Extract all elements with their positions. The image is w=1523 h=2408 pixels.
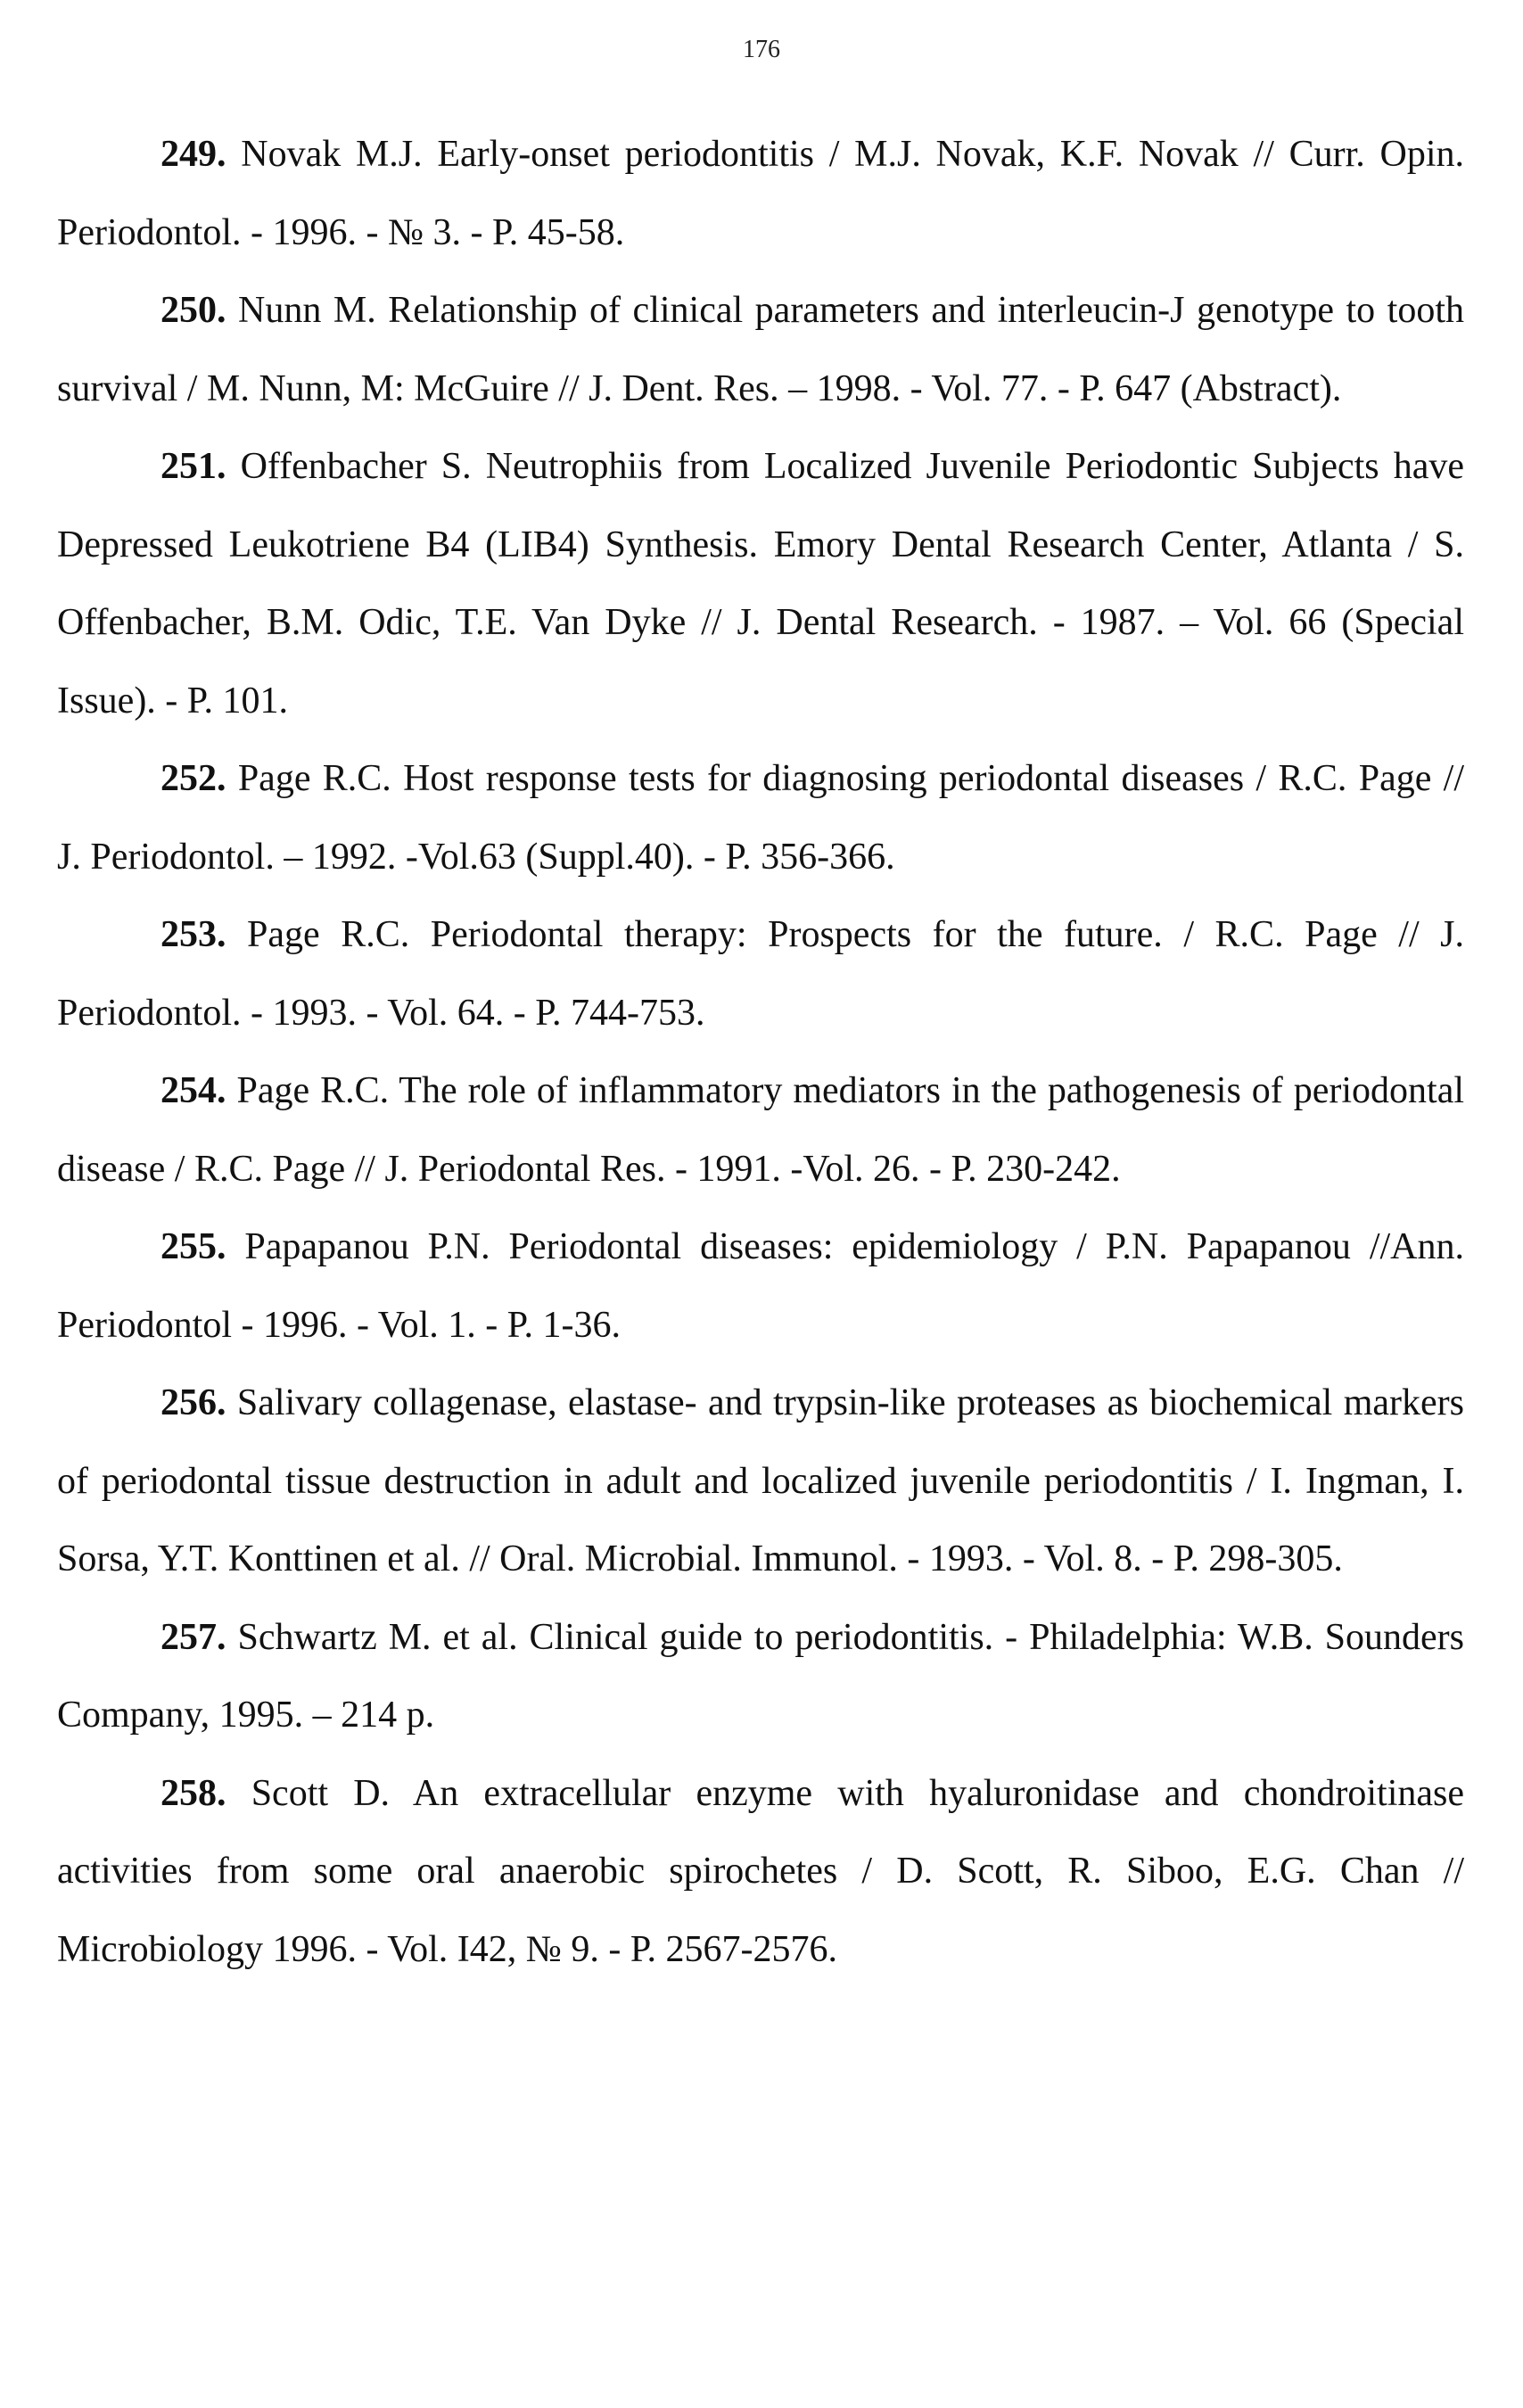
reference-entry [57, 272, 1464, 428]
reference-number: 254. [161, 1070, 226, 1111]
reference-number: 255. [161, 1226, 226, 1267]
reference-entry [57, 1052, 1464, 1208]
reference-text: Page R.C. Periodontal therapy: Prospects for the future. / R.C. Page // J. Periodontol. - 1993. - Vol. 64. - P. 744-753. [57, 914, 1465, 1034]
reference-number: 250. [161, 290, 226, 331]
reference-number: 256. [161, 1382, 226, 1423]
reference-text: Scott D. An extracellular enzyme with hyaluronidase and chondroitinase activities from some oral anaerobic spirochetes / D. Scott, R. Siboo, E.G. Chan // Microbiology 1996. - Vol. I42, № 9. - P. 2567-2576. [57, 1772, 1464, 1970]
reference-text: Salivary collagenase, elastase- and trypsin-like proteases as biochemical markers of periodontal tissue destruction in adult and localized juvenile periodontitis / I. Ingman, I. Sorsa, Y.T. Konttinen et al. // Oral. Microbial. Immunol. - 1993. - Vol. 8. - P. 298-305. [57, 1382, 1464, 1579]
reference-entry [57, 740, 1464, 896]
reference-text: Nunn M. Relationship of clinical parameters and interleucin-J genotype to tooth survival / M. Nunn, M: McGuire // J. Dent. Res. – 1998. - Vol. 77. - P. 647 (Abstract). [57, 290, 1464, 409]
reference-number: 252. [161, 758, 226, 799]
reference-text: Novak M.J. Early-onset periodontitis / M.J. Novak, K.F. Novak // Curr. Opin. Periodontol. - 1996. - № 3. - P. 45-58. [57, 134, 1464, 253]
reference-entry [57, 1365, 1464, 1599]
reference-text: Offenbacher S. Neutrophiis from Localized Juvenile Periodontic Subjects have Depressed Leukotriene B4 (LIB4) Synthesis. Emory Dental Research Center, Atlanta / S. Offenbacher, B.M. Odic, T.E. Van Dyke // J. Dental Research. - 1987. – Vol. 66 (Special Issue). - P. 101. [57, 446, 1464, 722]
reference-entry [57, 1208, 1464, 1365]
reference-entry [57, 896, 1464, 1052]
page-number: 176 [743, 36, 780, 63]
reference-list [57, 116, 1464, 1989]
reference-number: 257. [161, 1616, 226, 1658]
reference-entry [57, 1755, 1464, 1990]
reference-entry [57, 428, 1464, 740]
reference-number: 258. [161, 1772, 226, 1814]
reference-entry [57, 116, 1464, 272]
reference-text: Schwartz M. et al. Clinical guide to periodontitis. - Philadelphia: W.B. Sounders Company, 1995. – 214 p. [57, 1616, 1465, 1736]
reference-number: 249. [161, 134, 226, 175]
reference-number: 251. [161, 446, 226, 487]
reference-number: 253. [161, 914, 226, 955]
reference-text: Papapanou P.N. Periodontal diseases: epidemiology / P.N. Papapanou //Ann. Periodontol - 1996. - Vol. 1. - P. 1-36. [57, 1226, 1464, 1346]
reference-entry [57, 1599, 1464, 1755]
reference-text: Page R.C. The role of inflammatory mediators in the pathogenesis of periodontal disease / R.C. Page // J. Periodontal Res. - 1991. -Vol. 26. - P. 230-242. [57, 1070, 1465, 1190]
reference-text: Page R.C. Host response tests for diagnosing periodontal diseases / R.C. Page // J. Periodontol. – 1992. -Vol.63 (Suppl.40). - P. 356-366. [57, 758, 1464, 878]
